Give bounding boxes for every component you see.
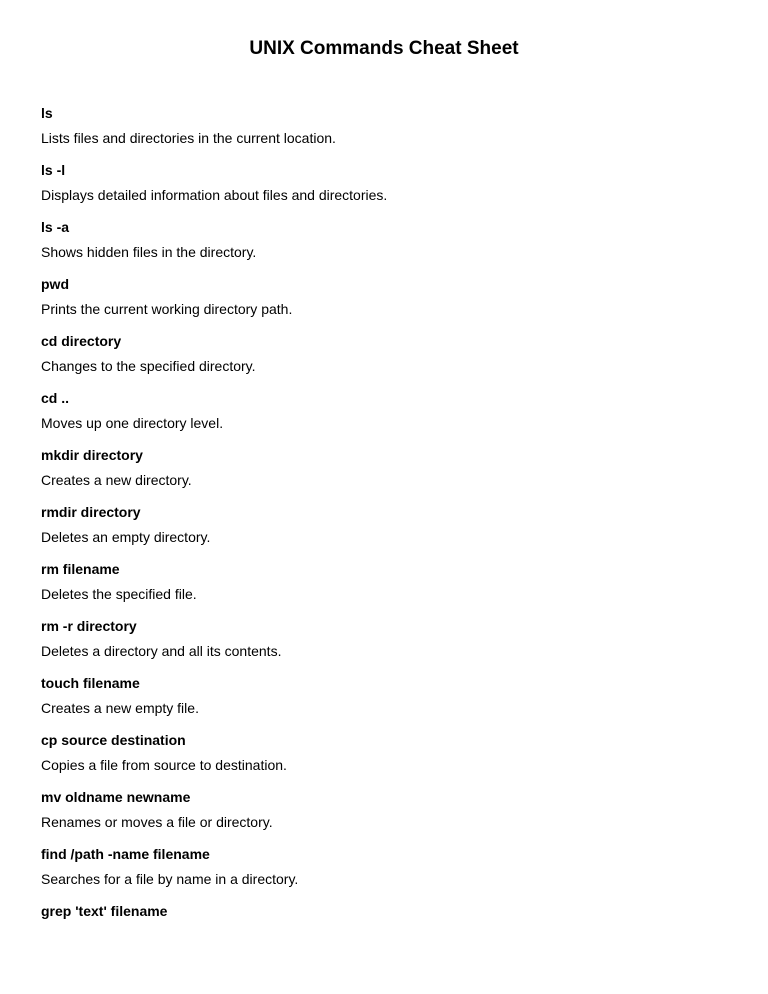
command-description: Prints the current working directory path. — [41, 301, 293, 317]
command-name: mkdir directory — [41, 447, 143, 463]
command-name: rm filename — [41, 561, 120, 577]
command-entry — [41, 845, 387, 902]
command-name: find /path -name filename — [41, 846, 210, 862]
command-name: cp source destination — [41, 732, 186, 748]
command-name: touch filename — [41, 675, 140, 691]
command-list — [41, 104, 387, 959]
command-description: Deletes a directory and all its contents. — [41, 643, 282, 659]
command-entry — [41, 674, 387, 731]
page-title: UNIX Commands Cheat Sheet — [249, 38, 519, 59]
command-description: Renames or moves a file or directory. — [41, 814, 273, 830]
command-name: mv oldname newname — [41, 789, 191, 805]
command-name: cd directory — [41, 333, 122, 349]
command-entry — [41, 389, 387, 446]
command-entry — [41, 731, 387, 788]
command-entry — [41, 161, 387, 218]
command-entry — [41, 104, 387, 161]
command-entry — [41, 332, 387, 389]
command-name: rmdir directory — [41, 504, 141, 520]
command-description: Deletes the specified file. — [41, 586, 197, 602]
command-entry — [41, 788, 387, 845]
command-description: Displays detailed information about files and directories. — [41, 187, 388, 203]
command-entry — [41, 446, 387, 503]
command-name: rm -r directory — [41, 618, 137, 634]
command-description: Creates a new empty file. — [41, 700, 199, 716]
command-name: ls -l — [41, 162, 66, 178]
command-description: Searches for a file by name in a directory. — [41, 871, 299, 887]
command-description: Lists files and directories in the current location. — [41, 130, 336, 146]
command-description: Shows hidden files in the directory. — [41, 244, 257, 260]
command-entry — [41, 503, 387, 560]
command-description: Moves up one directory level. — [41, 415, 224, 431]
command-entry — [41, 902, 387, 959]
command-name: ls — [41, 105, 53, 121]
command-entry — [41, 218, 387, 275]
command-description: Changes to the specified directory. — [41, 358, 256, 374]
command-entry — [41, 560, 387, 617]
command-description: Deletes an empty directory. — [41, 529, 211, 545]
command-entry — [41, 617, 387, 674]
command-description: Creates a new directory. — [41, 472, 192, 488]
command-name: grep 'text' filename — [41, 903, 168, 919]
command-name: ls -a — [41, 219, 70, 235]
command-entry — [41, 275, 387, 332]
command-name: pwd — [41, 276, 69, 292]
command-name: cd .. — [41, 390, 70, 406]
command-description: Copies a file from source to destination. — [41, 757, 287, 773]
